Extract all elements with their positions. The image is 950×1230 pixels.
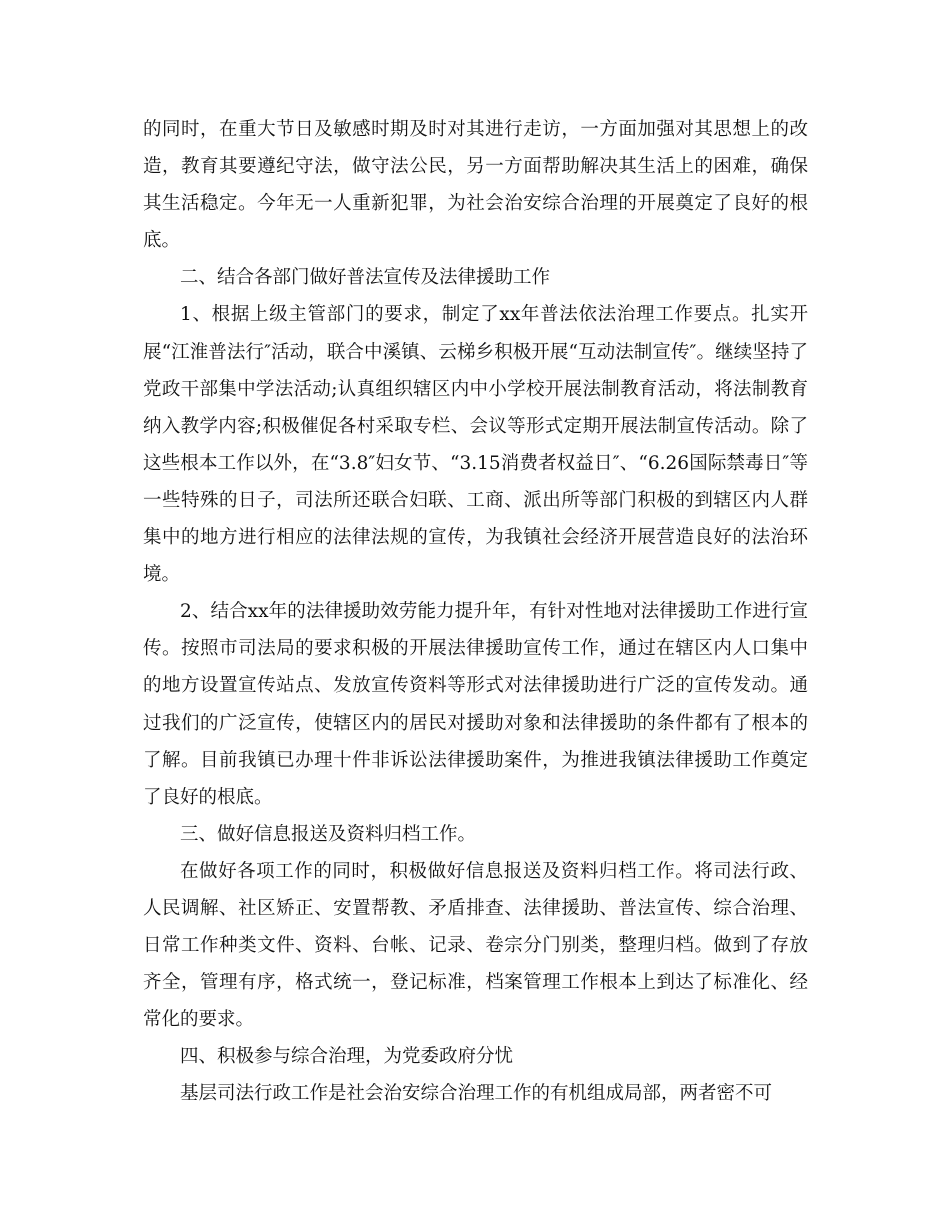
body-paragraph-item-2: 2、结合xx年的法律援助效劳能力提升年，有针对性地对法律援助工作进行宣传。按照市司法局的要求积极的开展法律援助宣传工作，通过在辖区内人口集中的地方设置宣传站点、发放宣传资料等形式对法律援助进行广泛的宣传发动。通过我们的广泛宣传，使辖区内的居民对援助对象和法律援助的条件都有了根本的了解。目前我镇已办理十件非诉讼法律援助案件，为推进我镇法律援助工作奠定了良好的根底。 <box>143 601 808 808</box>
body-paragraph-archiving: 在做好各项工作的同时，积极做好信息报送及资料归档工作。将司法行政、人民调解、社区矫正、安置帮教、矛盾排查、法律援助、普法宣传、综合治理、日常工作种类文件、资料、台帐、记录、卷宗分门别类，整理归档。做到了存放齐全，管理有序，格式统一，登记标准，档案管理工作根本上到达了标准化、经常化的要求。 <box>143 860 808 1031</box>
document-body <box>143 111 808 1113</box>
section-heading-legal-publicity: 二、结合各部门做好普法宣传及法律援助工作 <box>180 267 551 289</box>
section-heading-information-archiving: 三、做好信息报送及资料归档工作。 <box>180 823 477 845</box>
body-paragraph-continuation: 的同时，在重大节日及敏感时期及时对其进行走访，一方面加强对其思想上的改造，教育其要遵纪守法，做守法公民，另一方面帮助解决其生活上的困难，确保其生活稳定。今年无一人重新犯罪，为社会治安综合治理的开展奠定了良好的根底。 <box>143 119 808 252</box>
body-paragraph-item-1: 1、根据上级主管部门的要求，制定了xx年普法依法治理工作要点。扎实开展“江淮普法行″活动，联合中溪镇、云梯乡积极开展“互动法制宣传″。继续坚持了党政干部集中学法活动;认真组织辖区内中小学校开展法制教育活动，将法制教育纳入教学内容;积极催促各村采取专栏、会议等形式定期开展法制宣传活动。除了这些根本工作以外，在“3.8″妇女节、“3.15消费者权益日″、“6.26国际禁毒日″等一些特殊的日子，司法所还联合妇联、工商、派出所等部门积极的到辖区内人群集中的地方进行相应的法律法规的宣传，为我镇社会经济开展营造良好的法治环境。 <box>143 304 808 586</box>
body-paragraph-governance: 基层司法行政工作是社会治安综合治理工作的有机组成局部，两者密不可 <box>180 1083 773 1105</box>
section-heading-comprehensive-governance: 四、积极参与综合治理，为党委政府分忧 <box>180 1046 514 1068</box>
